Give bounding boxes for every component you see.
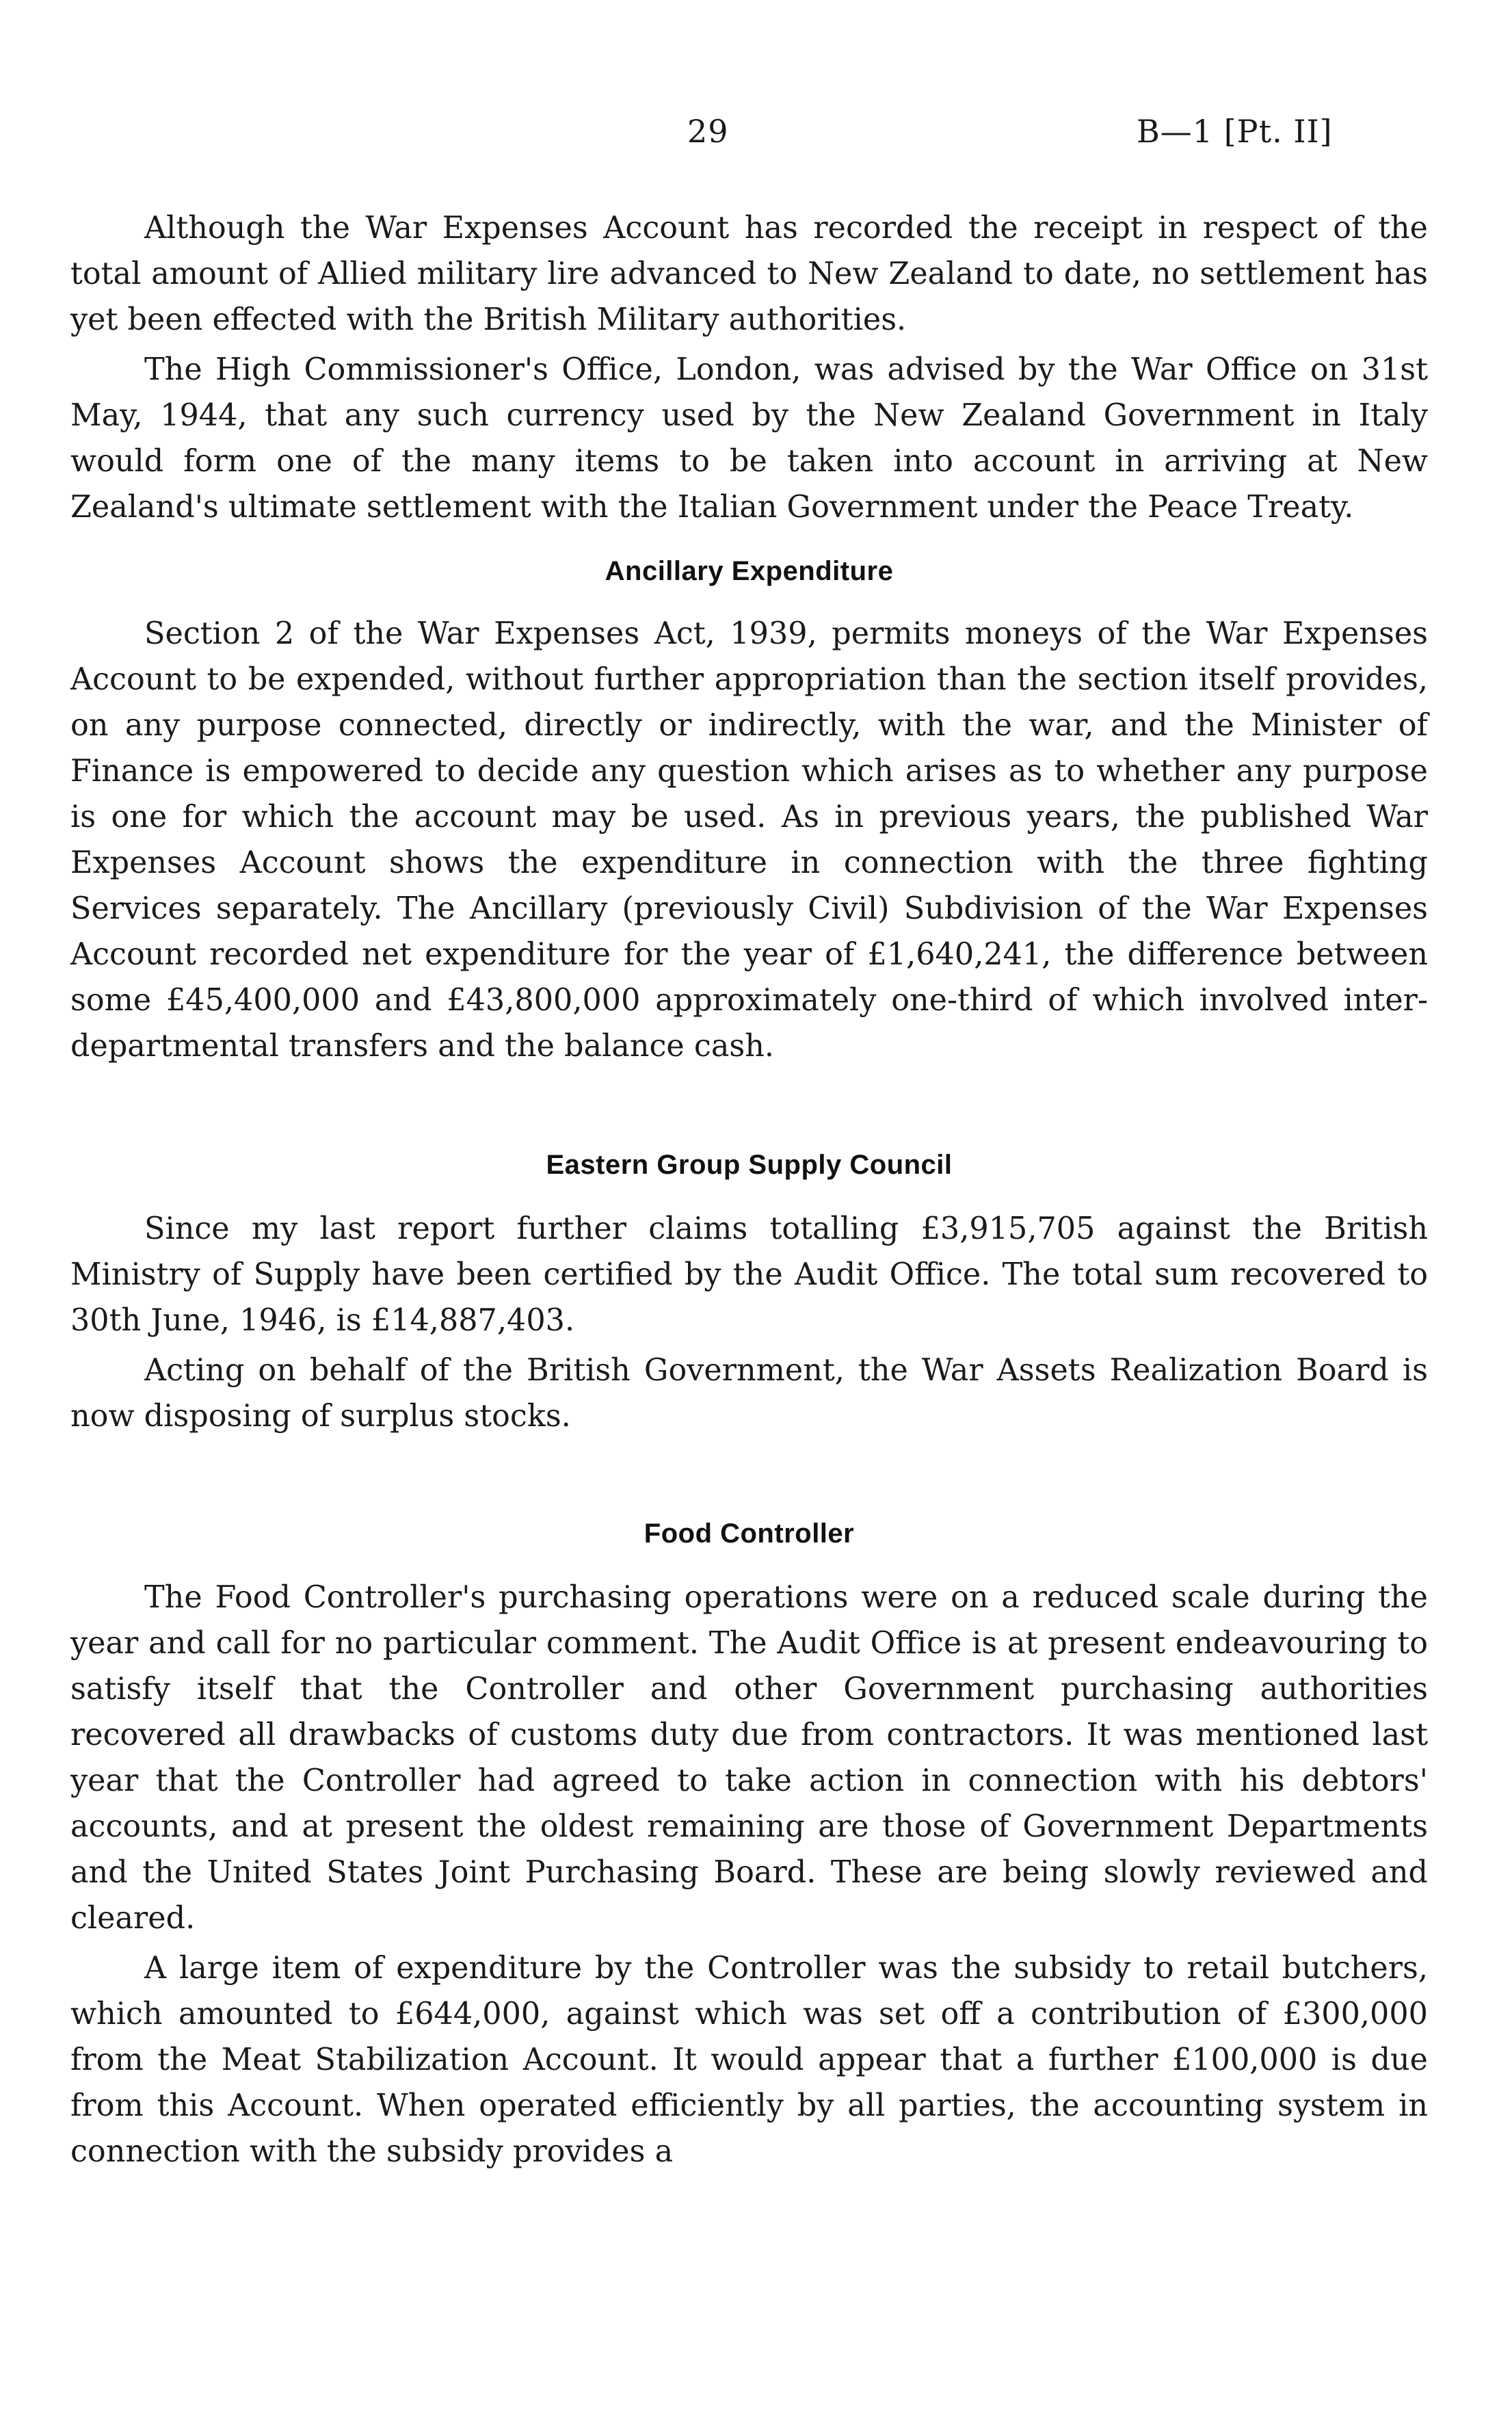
document-reference: B—1 [Pt. II] [1137, 113, 1333, 150]
paragraph-food-purchasing: The Food Controller's purchasing operations were on a reduced scale during the year and call for no particular comment. The Audit Office is at present endeavouring to satisfy itself that the Controller and other Government purchasing authorities recovered all drawbacks of customs duty due from contractors. It was mentioned last year that the Controller had agreed to take action in connection with his debtors' accounts, and at present the oldest remaining are those of Government Departments and the United States Joint Purchasing Board. These are being slowly reviewed and cleared. [70, 1580, 1428, 1936]
paragraph-war-assets-board: Acting on behalf of the British Government, the War Assets Realization Board is now disposing of surplus stocks. [70, 1353, 1428, 1434]
section-food-controller [70, 1513, 1428, 2174]
page-number: 29 [687, 113, 729, 150]
page-body [70, 205, 1428, 2174]
intro-section [70, 205, 1428, 530]
paragraph-butchers-subsidy: A large item of expenditure by the Controller was the subsidy to retail butchers, which amounted to £644,000, against which was set off a contribution of £300,000 from the Meat Stabilization Account. It would appear that a further £100,000 is due from this Account. When operated efficiently by all parties, the accounting system in connection with the subsidy provides a [70, 1951, 1428, 2169]
paragraph-ancillary: Section 2 of the War Expenses Act, 1939, permits moneys of the War Expenses Account to be expended, without further appropriation than the section itself provides, on any purpose connected, directly or indirectly, with the war, and the Minister of Finance is empowered to decide any question which arises as to whether any purpose is one for which the account may be used. As in previous years, the published War Expenses Account shows the expenditure in connection with the three fighting Services separately. The Ancillary (previously Civil) Subdivision of the War Expenses Account recorded net expenditure for the year of £1,640,241, the difference between some £45,400,000 and £43,800,000 approximately one-third of which involved inter-departmental transfers and the balance cash. [70, 616, 1428, 1064]
paragraph-high-commissioner: The High Commissioner's Office, London, was advised by the War Office on 31st May, 1944, that any such currency used by the New Zealand Government in Italy would form one of the many items to be taken into account in arriving at New Zealand's ultimate settlement with the Italian Government under the Peace Treaty. [70, 352, 1428, 525]
heading-eastern-group-supply-council: Eastern Group Supply Council [546, 1150, 953, 1180]
heading-ancillary-expenditure: Ancillary Expenditure [605, 556, 894, 586]
paragraph-eastern-claims: Since my last report further claims totalling £3,915,705 against the British Ministry of Supply have been certified by the Audit Office. The total sum recovered to 30th June, 1946, is £14,887,403. [70, 1211, 1428, 1338]
section-ancillary-expenditure [70, 551, 1428, 1069]
section-eastern-group-supply-council [70, 1144, 1428, 1439]
paragraph-military-lire: Although the War Expenses Account has recorded the receipt in respect of the total amount of Allied military lire advanced to New Zealand to date, no settlement has yet been effected with the British Military authorities. [70, 211, 1428, 337]
heading-food-controller: Food Controller [644, 1519, 855, 1549]
page-header [0, 113, 1512, 168]
